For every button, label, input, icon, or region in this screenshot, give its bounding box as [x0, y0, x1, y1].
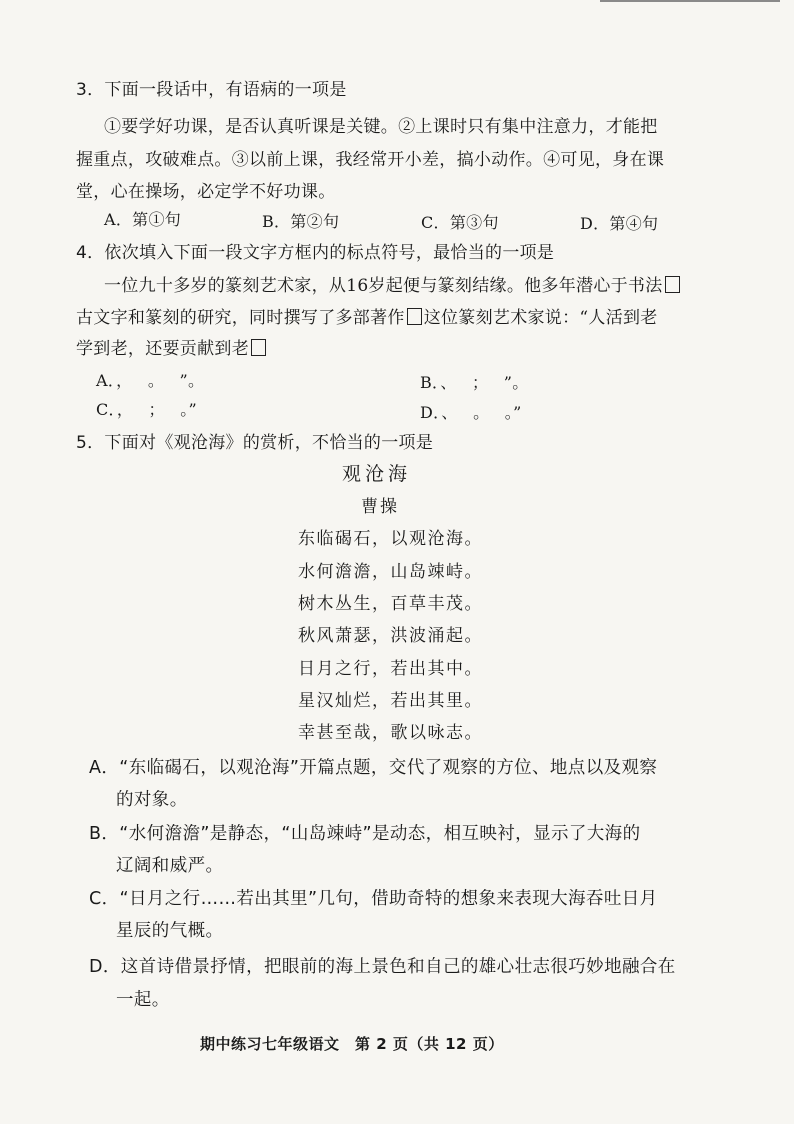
poem-line: 日月之行，若出其中。 [298, 659, 483, 679]
q3-option-a: A．第①句 [104, 210, 182, 229]
q5-title: 5．下面对《观沧海》的赏析，不恰当的一项是 [76, 433, 434, 453]
blank-box-1 [665, 276, 680, 293]
q5-option-d-line1: D．这首诗借景抒情，把眼前的海上景色和自己的雄心壮志很巧妙地融合在 [89, 957, 676, 977]
q3-option-d: D．第④句 [580, 214, 659, 233]
q3-passage-line2: 握重点，攻破难点。③以前上课，我经常开小差，搞小动作。④可见，身在课 [76, 150, 665, 170]
q4-title: 4．依次填入下面一段文字方框内的标点符号，最恰当的一项是 [76, 243, 555, 263]
blank-box-3 [251, 339, 266, 356]
q4-passage-line1 [104, 274, 682, 298]
q4-passage-line2-part1: 古文字和篆刻的研究，同时撰写了多部著作 [76, 308, 405, 328]
q5-option-c-line2: 星辰的气概。 [116, 921, 224, 941]
poem-line: 星汉灿烂，若出其里。 [298, 691, 483, 711]
q5-option-b-line2: 辽阔和威严。 [116, 856, 224, 876]
q3-option-c: C．第③句 [421, 213, 499, 232]
q5-option-a-line2: 的对象。 [116, 790, 188, 810]
page-footer: 期中练习七年级语文 第 2 页（共 12 页） [200, 1035, 504, 1053]
q3-passage-line1: ①要学好功课，是否认真听课是关键。②上课时只有集中注意力，才能把 [104, 117, 658, 137]
poem-author: 曹操 [361, 497, 399, 517]
q3-option-b: B．第②句 [262, 212, 340, 231]
q4-option-a: A．， 。 ”。 [96, 371, 205, 390]
q5-option-a-line1: A．“东临碣石，以观沧海”开篇点题，交代了观察的方位、地点以及观察 [89, 758, 658, 778]
q5-option-c-line1: C．“日月之行……若出其里”几句，借助奇特的想象来表现大海吞吐日月 [89, 889, 658, 909]
q4-passage-line3 [76, 337, 268, 361]
q4-passage-line3-text: 学到老，还要贡献到老 [76, 339, 249, 359]
blank-box-2 [407, 308, 422, 325]
poem-line: 树木丛生，百草丰茂。 [298, 594, 483, 614]
q5-option-b-line1: B．“水何澹澹”是静态，“山岛竦峙”是动态，相互映衬，显示了大海的 [89, 824, 641, 844]
poem-line: 东临碣石，以观沧海。 [298, 529, 483, 549]
poem-line: 秋风萧瑟，洪波涌起。 [298, 626, 483, 646]
q4-option-b: B．、 ； ”。 [420, 373, 529, 392]
poem-title: 观沧海 [342, 463, 412, 485]
q5-option-d-line2: 一起。 [116, 990, 170, 1010]
q4-option-c: C．， ； 。” [96, 400, 197, 419]
q3-passage-line3: 堂，心在操场，必定学不好功课。 [76, 182, 336, 202]
top-edge-line [600, 0, 780, 2]
q4-passage-line2-part2: 这位篆刻艺术家说：“人活到老 [423, 308, 658, 328]
q4-passage-line1-text: 一位九十多岁的篆刻艺术家，从16岁起便与篆刻结缘。他多年潜心于书法 [104, 276, 663, 296]
q4-passage-line2 [76, 306, 658, 330]
poem-line: 水何澹澹，山岛竦峙。 [298, 562, 483, 582]
poem-line: 幸甚至哉，歌以咏志。 [298, 723, 483, 743]
q4-option-d: D．、 。 。” [420, 403, 522, 422]
q3-title: 3．下面一段话中，有语病的一项是 [76, 80, 347, 100]
